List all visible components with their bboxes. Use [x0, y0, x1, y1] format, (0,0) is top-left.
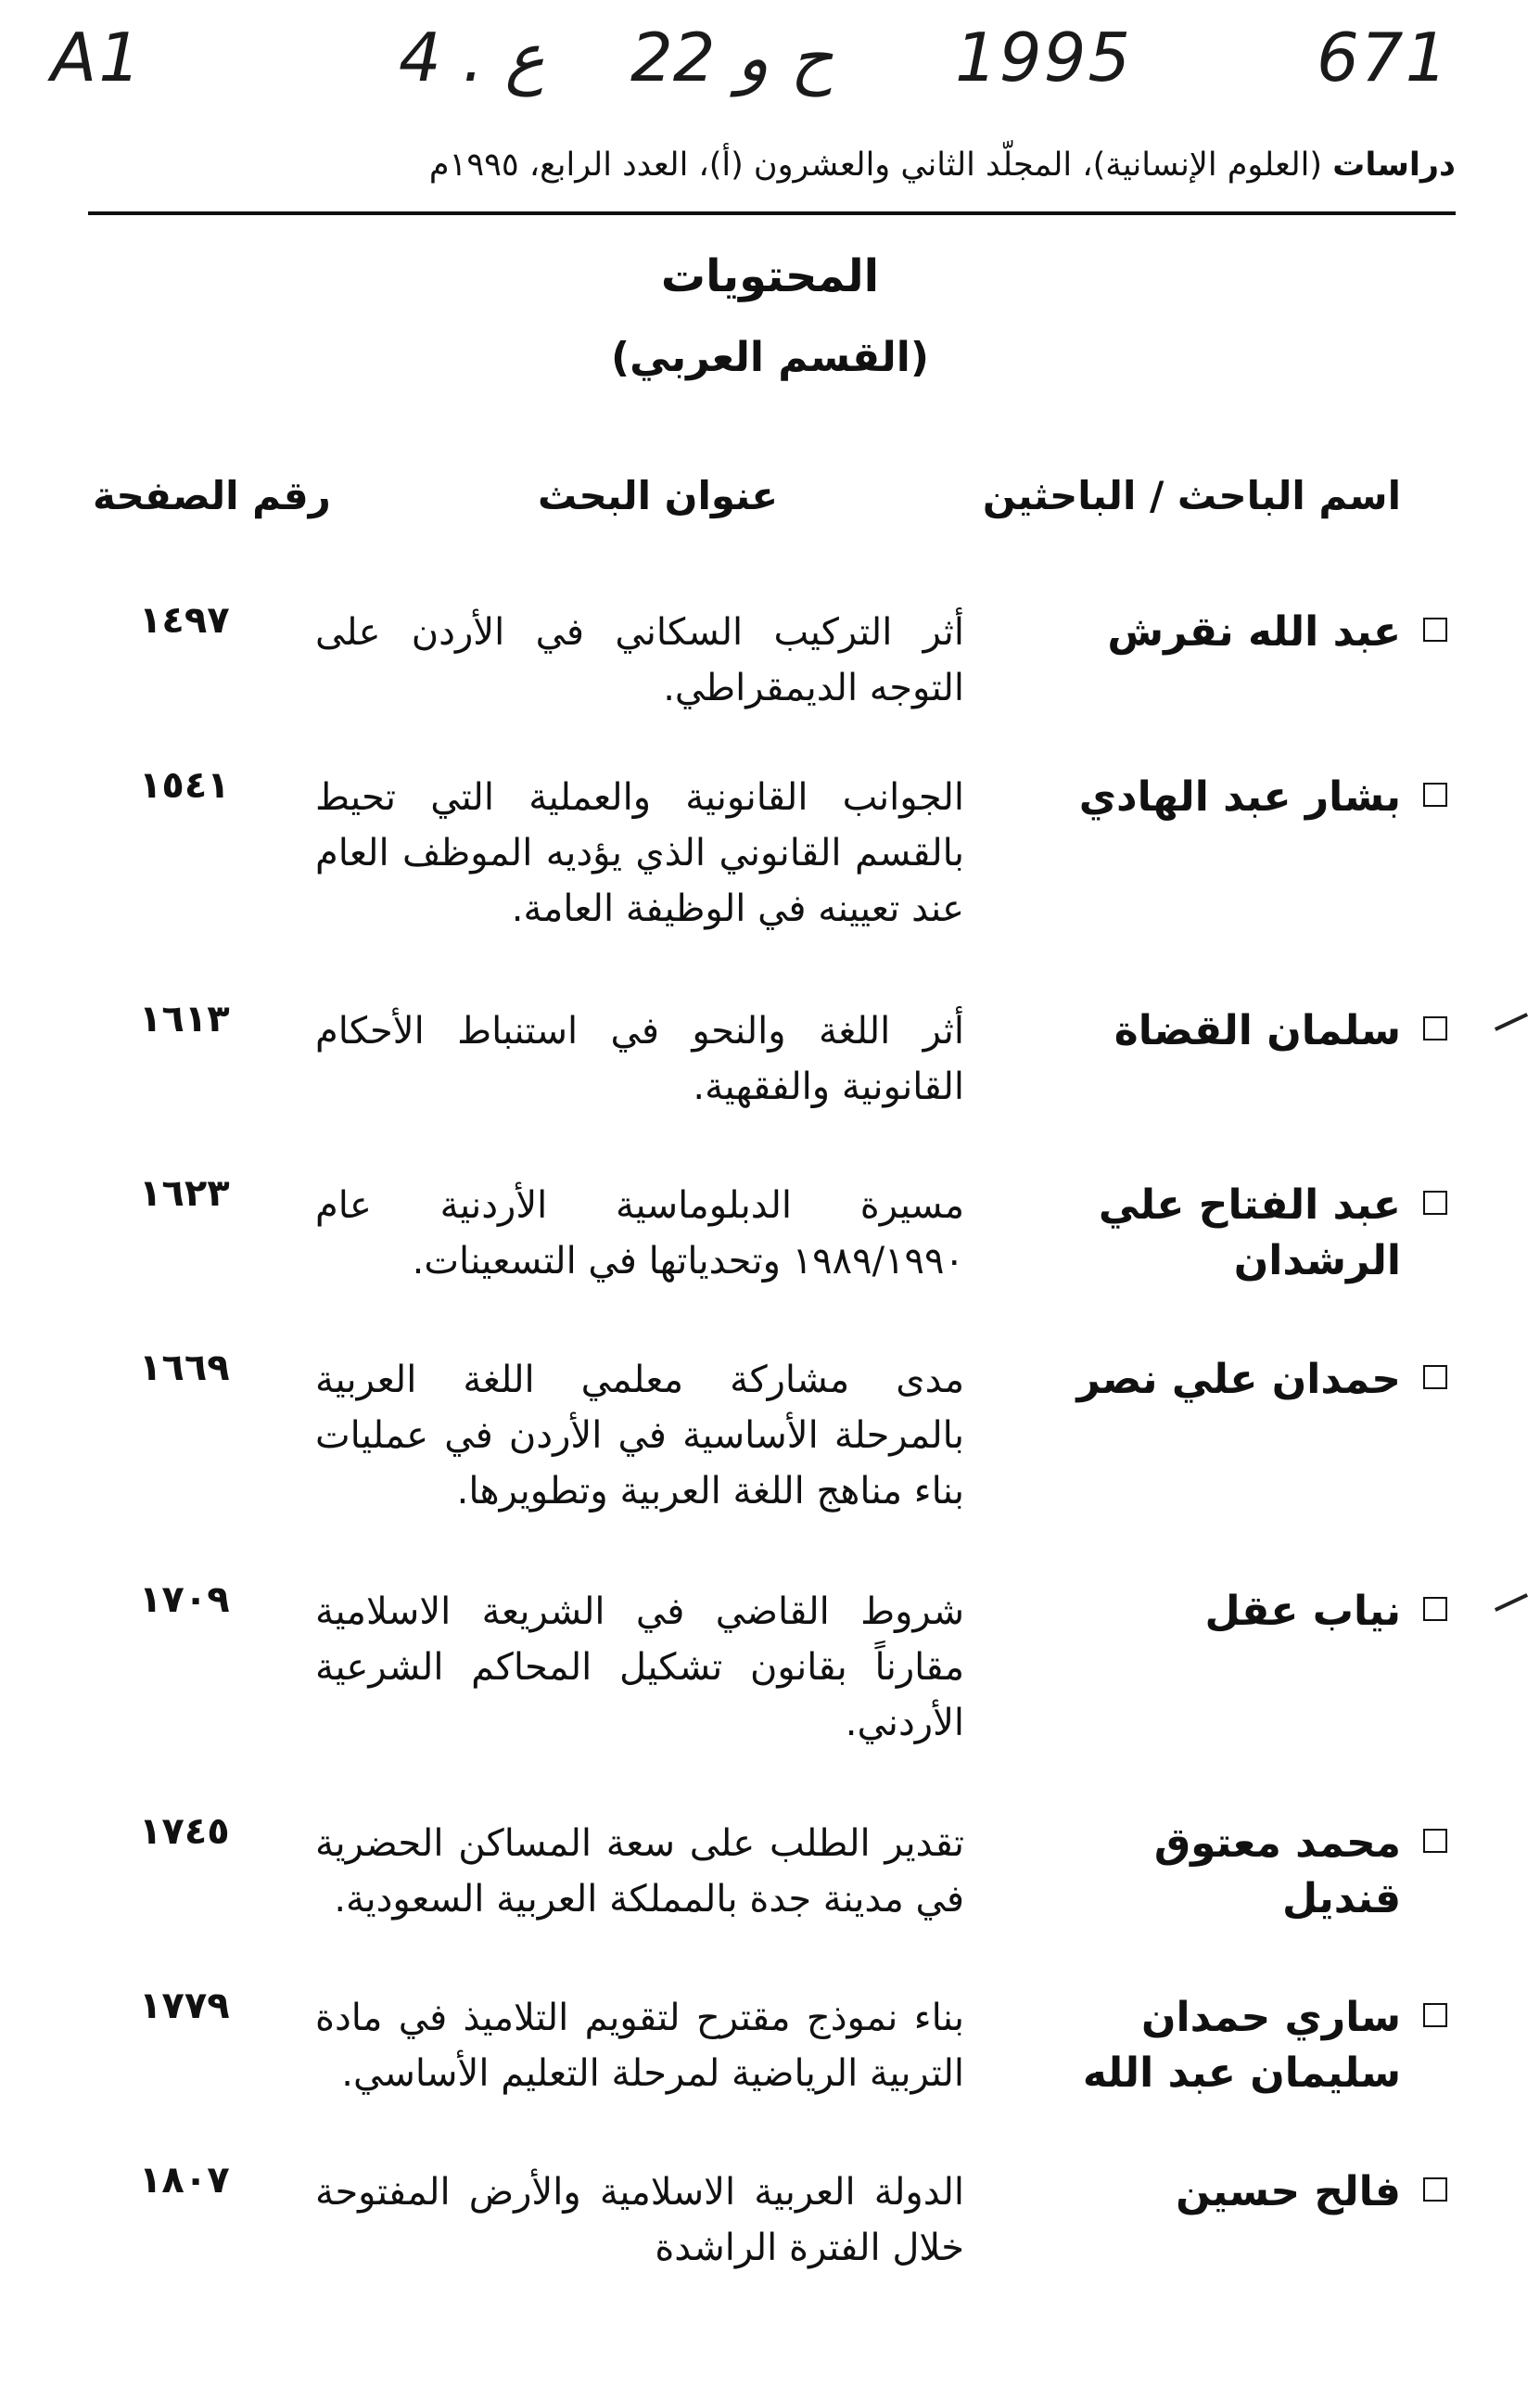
column-header-author: اسم الباحث / الباحثين: [982, 473, 1401, 518]
entry-page: ١٦٢٣: [139, 1172, 230, 1215]
entry-author: نياب عقل: [1204, 1588, 1401, 1635]
entry-author: فالح حسين: [1176, 2168, 1401, 2215]
handwritten-code: 22 ح و: [630, 19, 834, 96]
entry-checkbox: [1423, 1597, 1447, 1621]
handwritten-year: 1995: [955, 19, 1133, 96]
entry-page: ١٧٤٥: [139, 1810, 230, 1853]
tick-mark: [1495, 1013, 1528, 1031]
entry-author: سلمان القضاة: [1114, 1007, 1401, 1054]
entry-checkbox: [1423, 2177, 1447, 2202]
entry-title: الجوانب القانونية والعملية التي تحيط بالقسم القانوني الذي يؤديه الموظف العام عند تعيينه في الوظيفة العامة.: [315, 776, 964, 930]
entry-checkbox: [1423, 1191, 1447, 1215]
entry-author: عبد الفتاح علي الرشدان: [1098, 1181, 1401, 1284]
entry-title: تقدير الطلب على سعة المساكن الحضرية في مدينة جدة بالمملكة العربية السعودية.: [315, 1822, 964, 1921]
entry-page: ١٨٠٧: [139, 2159, 230, 2202]
handwritten-volume: 4 . ع: [399, 19, 545, 96]
entry-author: عبد الله نقرش: [1107, 608, 1401, 656]
handwritten-ref: A1: [51, 19, 144, 96]
entry-page: ١٧٠٩: [139, 1578, 230, 1621]
entry-title: مدى مشاركة معلمي اللغة العربية بالمرحلة الأساسية في الأردن في عمليات بناء مناهج اللغة العربية وتطويرها.: [315, 1359, 964, 1513]
entry-author: محمد معتوق قنديل: [1153, 1819, 1401, 1922]
entry-page: ١٦٦٩: [139, 1347, 230, 1389]
entry-author: حمدان علي نصر: [1076, 1356, 1401, 1403]
column-header-page: رقم الصفحة: [93, 473, 331, 518]
journal-header: [408, 147, 1456, 184]
entry-checkbox: [1423, 618, 1447, 642]
entry-checkbox: [1423, 1016, 1447, 1040]
entry-title: أثر التركيب السكاني في الأردن على التوجه الديمقراطي.: [315, 611, 964, 709]
entry-checkbox: [1423, 1365, 1447, 1389]
handwritten-number: 671: [1317, 19, 1450, 96]
column-header-title: عنوان البحث: [538, 473, 779, 518]
entry-page: ١٦١٣: [139, 998, 230, 1040]
entry-page: ١٥٤١: [139, 764, 230, 807]
entry-title: مسيرة الدبلوماسية الأردنية عام ١٩٨٩/١٩٩٠ وتحدياتها في التسعينات.: [315, 1184, 964, 1283]
journal-brand: دراسات: [1332, 147, 1456, 184]
entry-title: بناء نموذج مقترح لتقويم التلاميذ في مادة التربية الرياضية لمرحلة التعليم الأساسي.: [315, 1997, 964, 2095]
header-rule: [88, 211, 1456, 215]
entry-author: ساري حمدان سليمان عبد الله: [1082, 1994, 1401, 2097]
tick-mark: [1495, 1593, 1528, 1612]
entry-checkbox: [1423, 2003, 1447, 2027]
entry-checkbox: [1423, 1829, 1447, 1853]
entry-page: ١٤٩٧: [139, 599, 230, 642]
page-title: المحتويات: [660, 250, 880, 302]
entry-title: الدولة العربية الاسلامية والأرض المفتوحة خلال الفترة الراشدة: [315, 2171, 964, 2269]
journal-details: (العلوم الإنسانية)، المجلّد الثاني والعشرون (أ)، العدد الرابع، ١٩٩٥م: [428, 147, 1323, 184]
page-subtitle: (القسم العربي): [611, 334, 929, 381]
entry-title: أثر اللغة والنحو في استنباط الأحكام القانونية والفقهية.: [315, 1010, 964, 1108]
entry-author: بشار عبد الهادي: [1078, 773, 1401, 821]
entry-checkbox: [1423, 783, 1447, 807]
entry-page: ١٧٧٩: [139, 1985, 230, 2027]
entry-title: شروط القاضي في الشريعة الاسلامية مقارناً بقانون تشكيل المحاكم الشرعية الأردني.: [315, 1590, 964, 1744]
